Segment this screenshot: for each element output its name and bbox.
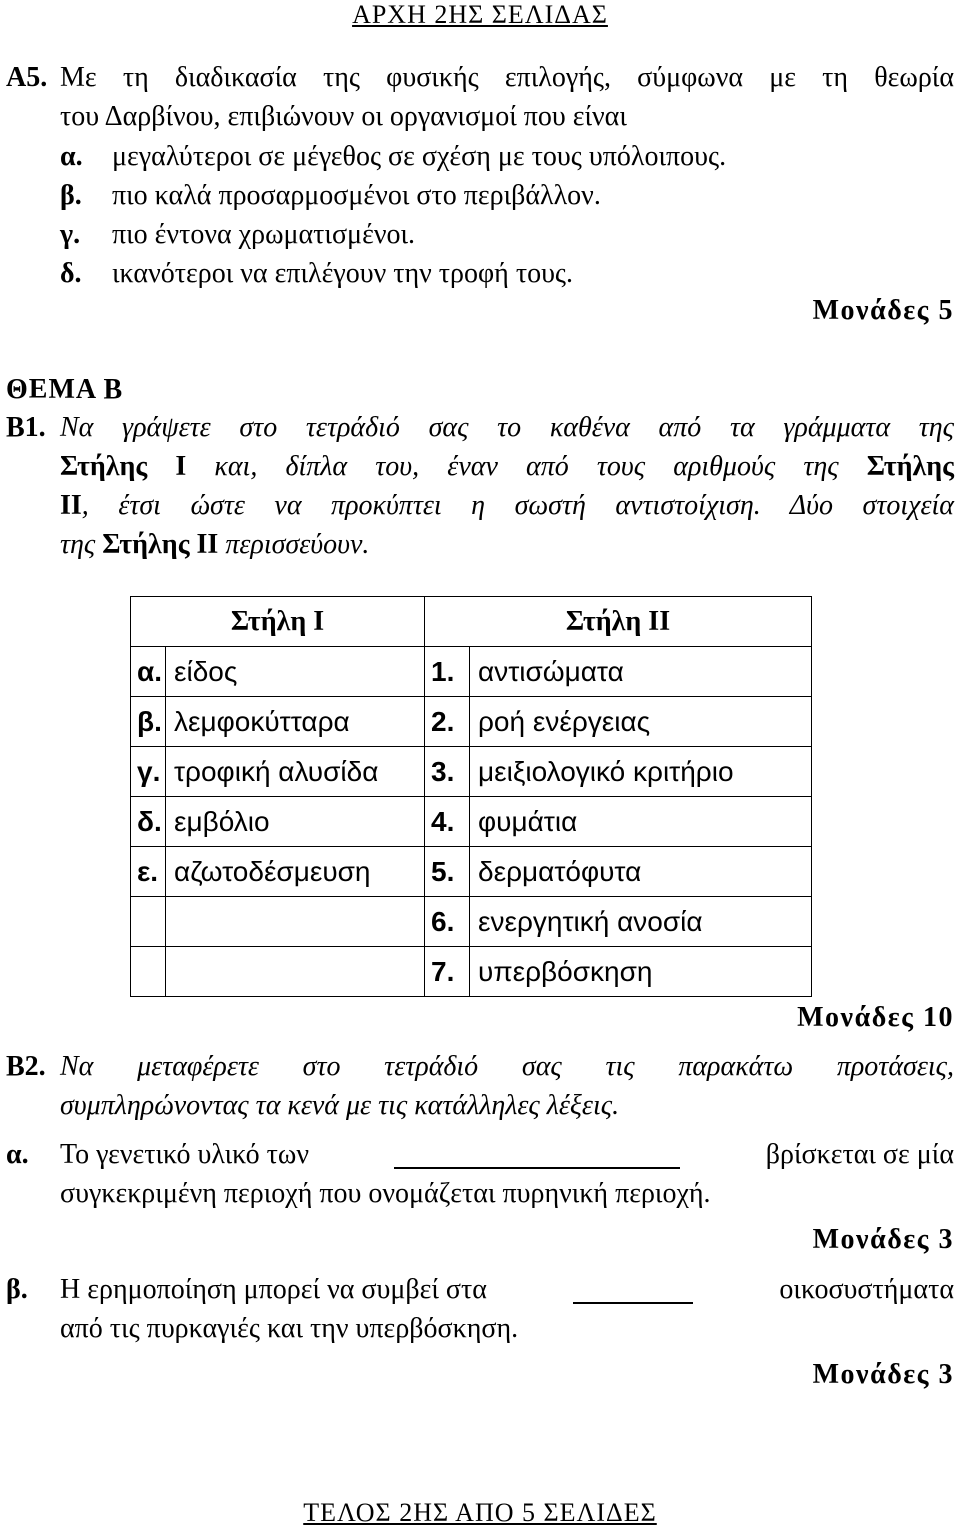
b2-a-part-2: βρίσκεται σε μία bbox=[765, 1139, 954, 1170]
row-match: αντισώματα bbox=[470, 647, 812, 697]
section-title-theme-b: ΘΕΜΑ Β bbox=[6, 374, 124, 405]
b2-a-letter: α. bbox=[6, 1139, 29, 1170]
row-letter: β. bbox=[131, 697, 166, 747]
column-one-ref: Στήλης Ι bbox=[60, 451, 187, 482]
row-number: 2. bbox=[425, 697, 470, 747]
row-letter: γ. bbox=[131, 747, 166, 797]
row-match: ροή ενέργειας bbox=[470, 697, 812, 747]
question-label-b2: Β2. bbox=[6, 1051, 46, 1082]
column-one-header: Στήλη Ι bbox=[131, 597, 425, 647]
a5-line-1-text: Με τη διαδικασία της φυσικής επιλογής, σύμφωνα με τη θεωρία bbox=[60, 62, 954, 93]
a5-option-letter: γ. bbox=[60, 219, 81, 250]
row-number: 1. bbox=[425, 647, 470, 697]
table-row bbox=[131, 747, 812, 797]
row-match: μειξιολογικό κριτήριο bbox=[470, 747, 812, 797]
b1-points: Μονάδες 10 bbox=[797, 1002, 954, 1033]
row-term: εμβόλιο bbox=[166, 797, 425, 847]
b2-b-points: Μονάδες 3 bbox=[812, 1359, 954, 1390]
row-letter: α. bbox=[131, 647, 166, 697]
table-row bbox=[131, 897, 812, 947]
row-term: είδος bbox=[166, 647, 425, 697]
row-match: ενεργητική ανοσία bbox=[470, 897, 812, 947]
column-two-ref: ΙΙ bbox=[60, 490, 82, 521]
question-label-a5: Α5. bbox=[6, 62, 48, 93]
b2-line-2: συμπληρώνοντας τα κενά με τις κατάλληλες λέξεις. bbox=[60, 1090, 620, 1121]
b1-line-2 bbox=[60, 453, 954, 481]
a5-option-letter: β. bbox=[60, 180, 82, 211]
b2-b-line-2: από τις πυρκαγιές και την υπερβόσκηση. bbox=[60, 1313, 519, 1344]
a5-option-text: πιο καλά προσαρμοσμένοι στο περιβάλλον. bbox=[112, 180, 601, 211]
row-letter: δ. bbox=[131, 797, 166, 847]
row-letter bbox=[131, 897, 166, 947]
b2-b-part-1: Η ερημοποίηση μπορεί να συμβεί στα bbox=[60, 1274, 487, 1305]
b1-line-4 bbox=[60, 531, 369, 559]
b2-a-part-1: Το γενετικό υλικό των bbox=[60, 1139, 309, 1170]
b1-line-1 bbox=[60, 414, 954, 442]
a5-option-text: ικανότεροι να επιλέγουν την τροφή τους. bbox=[112, 258, 574, 289]
row-term: αζωτοδέσμευση bbox=[166, 847, 425, 897]
a5-option-letter: δ. bbox=[60, 258, 82, 289]
row-letter bbox=[131, 947, 166, 997]
b1-line-2-text: και, δίπλα του, έναν από τους αριθμούς της bbox=[186, 451, 867, 482]
b2-b-part-2: οικοσυστήματα bbox=[779, 1274, 954, 1305]
a5-option-text: πιο έντονα χρωματισμένοι. bbox=[112, 219, 416, 250]
row-number: 4. bbox=[425, 797, 470, 847]
b2-a-line-1 bbox=[60, 1141, 954, 1169]
b2-line-1: Να μεταφέρετε στο τετράδιό σας τις παρακάτω προτάσεις, bbox=[60, 1051, 954, 1082]
matching-table bbox=[130, 596, 812, 997]
row-number: 5. bbox=[425, 847, 470, 897]
table-row bbox=[131, 797, 812, 847]
row-term: τροφική αλυσίδα bbox=[166, 747, 425, 797]
table-row bbox=[131, 647, 812, 697]
b1-line-3-text: , έτσι ώστε να προκύπτει η σωστή αντιστοίχιση. Δύο στοιχεία bbox=[81, 490, 954, 521]
row-term bbox=[166, 947, 425, 997]
column-two-ref: Στήλης bbox=[866, 451, 954, 482]
fill-in-blank[interactable] bbox=[573, 1278, 693, 1304]
column-two-header: Στήλη ΙΙ bbox=[425, 597, 812, 647]
a5-line-2: του Δαρβίνου, επιβιώνουν οι οργανισμοί που είναι bbox=[60, 101, 627, 132]
b1-line-4-pre: της bbox=[60, 529, 103, 560]
b2-a-points: Μονάδες 3 bbox=[812, 1224, 954, 1255]
table-header-row bbox=[131, 597, 812, 647]
a5-option-letter: α. bbox=[60, 141, 83, 172]
row-number: 6. bbox=[425, 897, 470, 947]
b2-b-line-1 bbox=[60, 1276, 954, 1304]
fill-in-blank[interactable] bbox=[394, 1143, 680, 1169]
page-header: ΑΡΧΗ 2ΗΣ ΣΕΛΙΔΑΣ bbox=[352, 0, 608, 29]
question-label-b1: Β1. bbox=[6, 412, 46, 443]
b1-line-1-text: Να γράψετε στο τετράδιό σας το καθένα από τα γράμματα της bbox=[60, 412, 954, 443]
a5-option-text: μεγαλύτεροι σε μέγεθος σε σχέση με τους υπόλοιπους. bbox=[112, 141, 727, 172]
b1-line-4-rest: περισσεύουν. bbox=[218, 529, 370, 560]
a5-points: Μονάδες 5 bbox=[812, 295, 954, 326]
b2-a-line-2: συγκεκριμένη περιοχή που ονομάζεται πυρηνική περιοχή. bbox=[60, 1178, 711, 1209]
row-term bbox=[166, 897, 425, 947]
a5-line-1 bbox=[60, 64, 954, 92]
table-row bbox=[131, 847, 812, 897]
column-two-ref: Στήλης ΙΙ bbox=[102, 529, 219, 560]
b1-line-3 bbox=[60, 492, 954, 520]
table-row bbox=[131, 697, 812, 747]
b2-b-letter: β. bbox=[6, 1274, 28, 1305]
row-number: 7. bbox=[425, 947, 470, 997]
row-letter: ε. bbox=[131, 847, 166, 897]
table-row bbox=[131, 947, 812, 997]
page-footer: ΤΕΛΟΣ 2ΗΣ ΑΠΟ 5 ΣΕΛΙΔΕΣ bbox=[303, 1498, 657, 1527]
row-match: δερματόφυτα bbox=[470, 847, 812, 897]
row-match: υπερβόσκηση bbox=[470, 947, 812, 997]
row-number: 3. bbox=[425, 747, 470, 797]
row-match: φυμάτια bbox=[470, 797, 812, 847]
row-term: λεμφοκύτταρα bbox=[166, 697, 425, 747]
